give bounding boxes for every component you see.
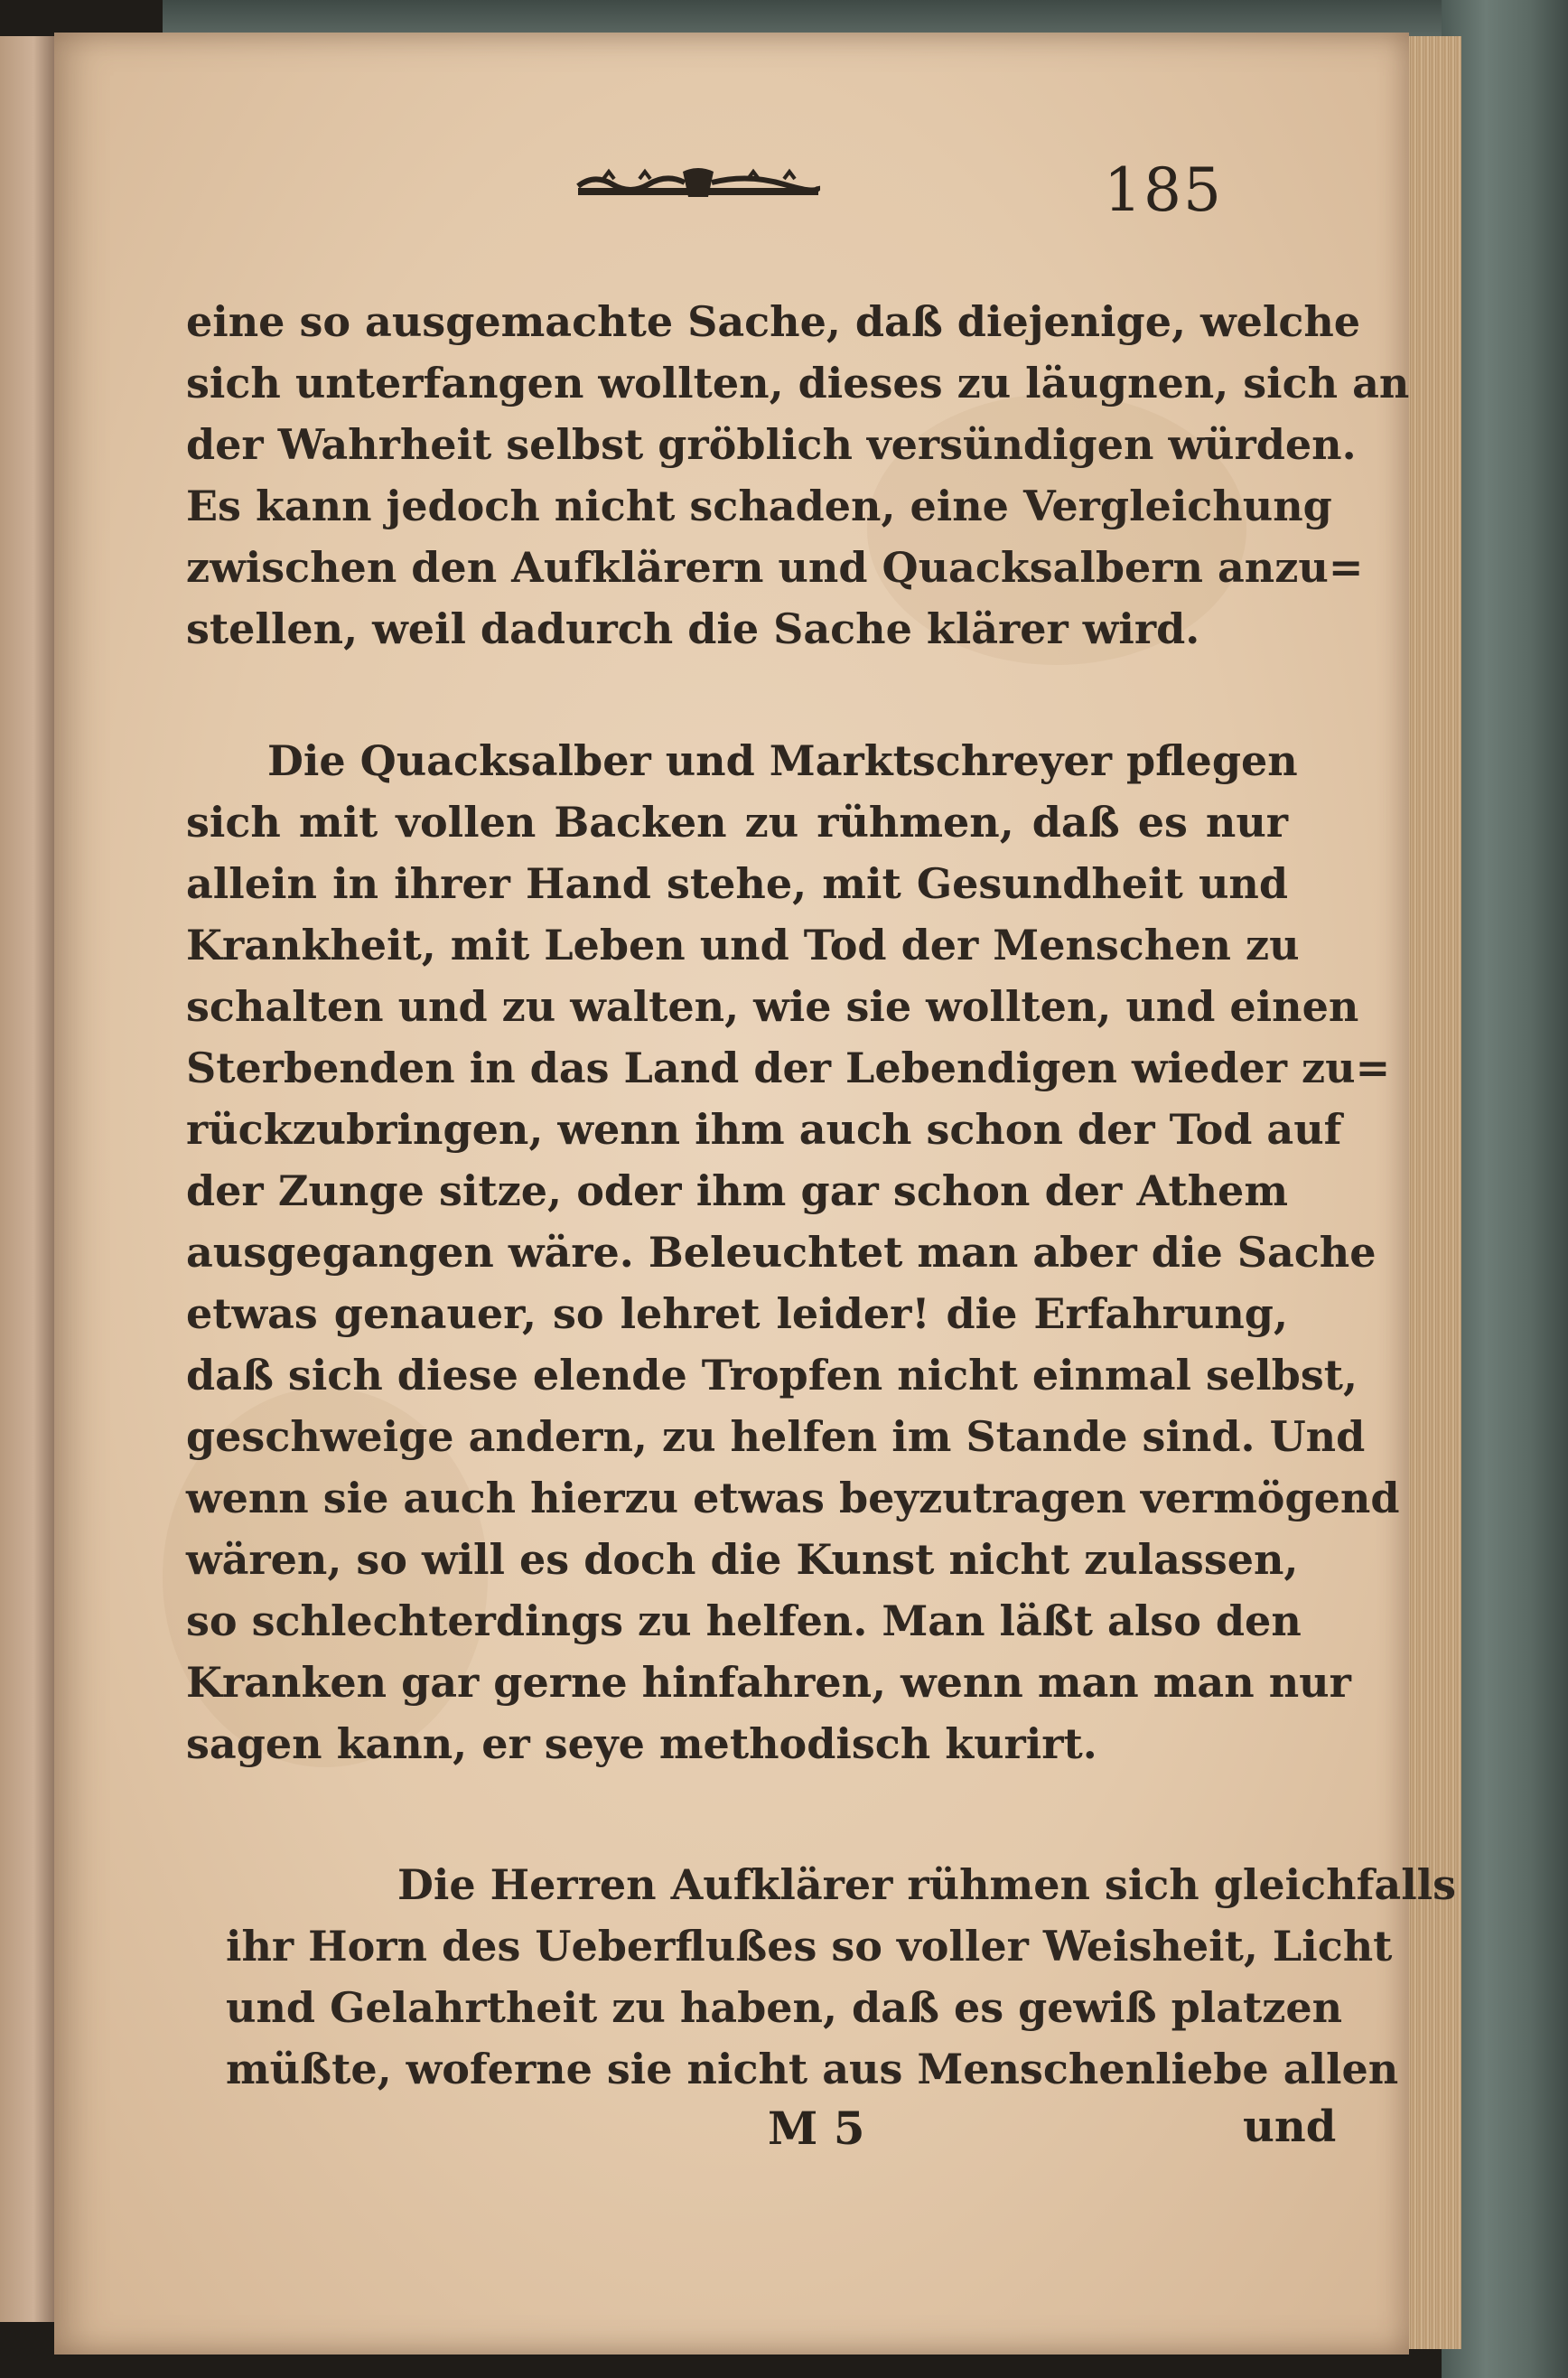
ornament-divider-icon bbox=[576, 166, 820, 202]
text-line: schalten und zu walten, wie sie wollten, und einen bbox=[186, 982, 1359, 1031]
signature-mark: M 5 bbox=[768, 2102, 865, 2155]
text-line: sich mit vollen Backen zu rühmen, daß es nur bbox=[186, 798, 1288, 847]
text-line: so schlechterdings zu helfen. Man läßt also den bbox=[186, 1596, 1302, 1645]
text-line: stellen, weil dadurch die Sache klärer wird. bbox=[186, 604, 1200, 653]
text-line: ihr Horn des Ueberflußes so voller Weisheit, Licht bbox=[226, 1922, 1393, 1971]
text-line: wären, so will es doch die Kunst nicht zulassen, bbox=[186, 1535, 1299, 1584]
text-line: der Wahrheit selbst gröblich versündigen würden. bbox=[186, 420, 1357, 469]
text-line: ausgegangen wäre. Beleuchtet man aber die Sache bbox=[186, 1228, 1377, 1277]
text-line: rückzubringen, wenn ihm auch schon der Tod auf bbox=[186, 1105, 1342, 1154]
text-line: Sterbenden in das Land der Lebendigen wieder zu= bbox=[186, 1044, 1391, 1092]
text-line: Die Herren Aufklärer rühmen sich gleichfalls bbox=[397, 1860, 1457, 1909]
text-line: sich unterfangen wollten, dieses zu läugnen, sich an bbox=[186, 359, 1410, 407]
page-content bbox=[54, 33, 1457, 2355]
paragraph-1 bbox=[186, 291, 1410, 660]
text-line: etwas genauer, so lehret leider! die Erfahrung, bbox=[186, 1289, 1288, 1338]
cover-top-edge bbox=[163, 0, 1568, 36]
text-line: zwischen den Aufklärern und Quacksalbern anzu= bbox=[186, 543, 1364, 592]
paragraph-2 bbox=[186, 730, 1400, 1774]
paragraph-3 bbox=[226, 1854, 1457, 2100]
text-line: sagen kann, er seye methodisch kurirt. bbox=[186, 1719, 1097, 1768]
text-line: wenn sie auch hierzu etwas beyzutragen vermögend bbox=[186, 1474, 1400, 1522]
text-line: Krankheit, mit Leben und Tod der Menschen zu bbox=[186, 921, 1300, 969]
text-line: daß sich diese elende Tropfen nicht einmal selbst, bbox=[186, 1351, 1358, 1400]
text-line: Die Quacksalber und Marktschreyer pflegen bbox=[267, 736, 1298, 785]
book-page bbox=[54, 33, 1457, 2355]
page-number: 185 bbox=[1104, 155, 1223, 225]
text-line: geschweige andern, zu helfen im Stande sind. Und bbox=[186, 1412, 1366, 1461]
text-line: Es kann jedoch nicht schaden, eine Vergleichung bbox=[186, 482, 1332, 530]
text-line: eine so ausgemachte Sache, daß diejenige, welche bbox=[186, 297, 1361, 346]
text-line: allein in ihrer Hand stehe, mit Gesundheit und bbox=[186, 859, 1288, 908]
left-facing-page bbox=[0, 36, 56, 2322]
text-line: und Gelahrtheit zu haben, daß es gewiß platzen bbox=[226, 1983, 1343, 2032]
text-line: müßte, woferne sie nicht aus Menschenliebe allen bbox=[226, 2045, 1399, 2093]
text-line: der Zunge sitze, oder ihm gar schon der Athem bbox=[186, 1166, 1288, 1215]
text-line: Kranken gar gerne hinfahren, wenn man man nur bbox=[186, 1658, 1351, 1707]
catchword: und bbox=[1243, 2102, 1337, 2152]
